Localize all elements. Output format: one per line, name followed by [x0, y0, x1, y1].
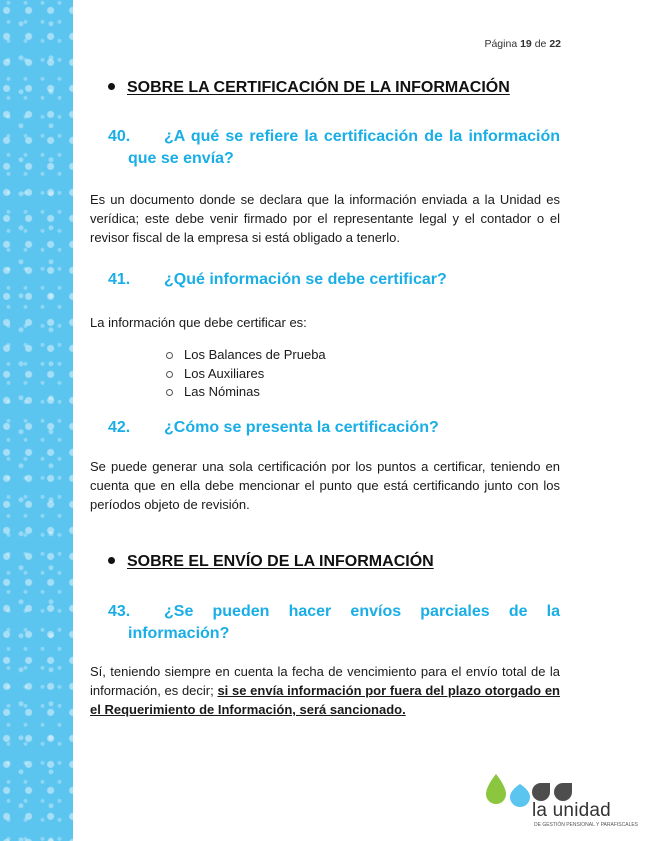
- question-number: 40.: [108, 128, 131, 145]
- answer-43-text: Sí, teniendo siempre en cuenta la fecha de vencimiento para el envío total de la información, es decir;: [90, 664, 560, 698]
- question-text-line1: ¿A qué se refiere la certificación de la información: [164, 128, 560, 145]
- question-40: [108, 126, 560, 170]
- list-item: [164, 383, 326, 402]
- section-heading-certification: [108, 79, 510, 97]
- section-heading-sending: [108, 553, 434, 571]
- list-item-text: Los Auxiliares: [184, 365, 265, 381]
- bullet-icon: [108, 557, 115, 564]
- question-41: [108, 269, 560, 291]
- circle-bullet-icon: [166, 352, 173, 359]
- section-heading-text: SOBRE EL ENVÍO DE LA INFORMACIÓN: [127, 553, 434, 570]
- section-heading-text: SOBRE LA CERTIFICACIÓN DE LA INFORMACIÓN: [127, 79, 510, 96]
- question-number: 41.: [108, 271, 131, 288]
- question-text: ¿Qué información se debe certificar?: [164, 271, 447, 288]
- answer-40: Es un documento donde se declara que la información enviada a la Unidad es verídica; este debe venir firmado por el representante legal y el contador o el revisor fiscal de la empresa si está obligado a tenerlo.: [90, 192, 560, 245]
- la-unidad-logo: [484, 770, 639, 832]
- page-of-word: de: [534, 38, 547, 50]
- logo-tagline: DE GESTIÓN PENSIONAL Y PARAFISCALES: [534, 822, 639, 828]
- answer-42: Se puede generar una sola certificación por los puntos a certificar, teniendo en cuenta que en ella debe mencionar el punto que está certificando junto con los períodos objeto de revisión.: [90, 459, 560, 512]
- certify-list: [164, 346, 326, 402]
- page-current: 19: [520, 38, 532, 50]
- question-number: 43.: [108, 603, 131, 620]
- circle-bullet-icon: [166, 371, 173, 378]
- answer-41-intro: La información que debe certificar es:: [90, 315, 307, 330]
- question-text-line1: ¿Se pueden hacer envíos parciales de la: [164, 603, 560, 620]
- question-text-line2: que se envía?: [128, 150, 234, 167]
- decorative-side-band: [0, 0, 73, 841]
- page-label: Página: [484, 38, 518, 50]
- question-42: [108, 417, 560, 439]
- question-text: ¿Cómo se presenta la certificación?: [164, 419, 439, 436]
- answer-43-emphasis: si se envía información por fuera del plazo otorgado en el Requerimiento de Información, será sancionado.: [90, 683, 560, 717]
- page-total: 22: [549, 38, 561, 50]
- question-number: 42.: [108, 419, 131, 436]
- list-item-text: Las Nóminas: [184, 384, 260, 399]
- list-item: [164, 365, 326, 384]
- logo-brand-text: la unidad: [532, 800, 611, 821]
- page-number: [484, 38, 561, 50]
- question-43: [108, 601, 560, 645]
- question-text-line2: información?: [128, 625, 230, 642]
- bullet-icon: [108, 83, 115, 90]
- circle-bullet-icon: [166, 389, 173, 396]
- list-item: [164, 346, 326, 365]
- answer-43: [90, 662, 560, 719]
- list-item-text: Los Balances de Prueba: [184, 347, 326, 362]
